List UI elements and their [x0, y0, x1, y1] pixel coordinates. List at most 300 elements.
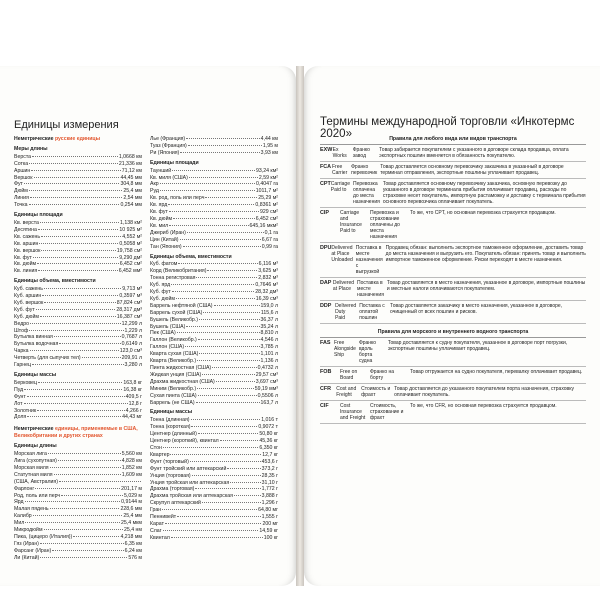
incoterm-name: Free Alongside Ship: [333, 340, 356, 358]
unit-name: Куб. фатом: [150, 261, 178, 268]
leader-dots: [163, 530, 259, 531]
unit-name: Вершок: [14, 174, 33, 181]
incoterm-ru-name: Франко завод: [352, 147, 370, 159]
unit-name: Линия: [14, 195, 29, 202]
unit-name: Галлон (США): [150, 344, 185, 351]
unit-value: 163,8 кг: [123, 379, 142, 386]
unit-value: 0,99 га: [261, 243, 278, 250]
unit-name: Гран: [150, 507, 162, 514]
leader-dots: [195, 488, 260, 489]
unit-value: 4,546 л: [260, 337, 278, 344]
heading-text: Меры длины: [14, 145, 48, 152]
unit-name: Куб. дюйм: [150, 295, 175, 302]
incoterm-row-cpt: [320, 179, 586, 208]
heading-text: Единицы длины: [14, 443, 57, 450]
subsection-heading: [150, 254, 278, 261]
unit-value: 1,136 л: [260, 358, 278, 365]
unit-value: 4,828 км: [121, 457, 142, 464]
units-column-2: [150, 136, 278, 542]
unit-name: Кварта сухая (США): [150, 351, 199, 358]
unit-row: [14, 527, 142, 534]
section-heading: [14, 136, 142, 143]
unit-row: [14, 261, 142, 268]
leader-dots: [172, 170, 255, 171]
unit-row: [14, 227, 142, 234]
unit-row: [150, 310, 278, 317]
incoterm-name: Cost and Freight: [336, 386, 357, 398]
heading-text: Неметрические: [14, 136, 55, 142]
unit-value: 9,713 м³: [122, 286, 142, 293]
unit-name: Кв. верста: [14, 219, 39, 226]
unit-name: Унция (торговая): [150, 472, 191, 479]
leader-dots: [30, 323, 121, 324]
leader-dots: [52, 550, 123, 551]
unit-name: Унция тройская или аптекарская: [150, 479, 230, 486]
unit-name: Кв. фут: [14, 254, 32, 261]
unit-name: Фарлонг: [14, 485, 35, 492]
leader-dots: [42, 295, 118, 296]
unit-value: 29,57 см³: [255, 371, 278, 378]
leader-dots: [36, 309, 116, 310]
unit-name: Пинта жидкостная (США): [150, 365, 212, 371]
unit-name: Стон: [150, 444, 162, 451]
unit-row: [14, 499, 142, 506]
unit-value: 1,0668 км: [118, 153, 142, 160]
subsection-heading: [14, 278, 142, 285]
book-spread: [0, 66, 600, 590]
incoterm-code: DAP: [320, 280, 332, 286]
leader-dots: [44, 302, 115, 303]
unit-row: [14, 341, 142, 348]
incoterm-code: CIF: [320, 403, 329, 409]
leader-dots: [212, 367, 257, 368]
incoterm-name: Carriage Paid to: [330, 181, 350, 193]
unit-value: 19,758 см²: [116, 247, 142, 254]
unit-value: 1,555 г: [261, 514, 278, 521]
unit-value: 6,24 км: [124, 547, 142, 554]
unit-row: [150, 358, 278, 365]
incoterm-row-fas: [320, 338, 586, 367]
unit-name: Чарка: [14, 348, 29, 355]
leader-dots: [180, 239, 261, 240]
leader-dots: [38, 229, 119, 230]
incoterm-row-ddp: [320, 301, 586, 324]
heading-text: Единицы массы: [14, 372, 57, 378]
book-gutter: [296, 66, 304, 586]
unit-name: Род, поль или перч: [14, 492, 61, 499]
unit-value: 25,29 м²: [258, 195, 278, 202]
unit-name: Скрупул аптекарский: [150, 500, 201, 507]
leader-dots: [199, 319, 260, 320]
leader-dots: [165, 523, 261, 524]
unit-row: [150, 337, 278, 344]
unit-value: 10 925 м²: [119, 226, 142, 233]
unit-value: 1,772 г: [261, 486, 278, 493]
unit-name: Куб. дюйм: [14, 313, 39, 320]
leader-dots: [50, 508, 120, 509]
incoterm-row-dap: [320, 278, 586, 301]
unit-value: 25,4 мкм: [121, 520, 142, 527]
unit-value: 28,317 дм³: [116, 306, 142, 313]
leader-dots: [216, 381, 255, 382]
leader-dots: [196, 402, 260, 403]
leader-dots: [40, 557, 127, 558]
heading-text: Единицы площади: [150, 159, 199, 166]
unit-row: [14, 493, 142, 500]
unit-row: [14, 234, 142, 241]
leader-dots: [190, 461, 261, 462]
incoterm-name: Delivered at Place Unloaded: [331, 245, 353, 263]
leader-dots: [196, 277, 257, 278]
unit-name: Куб. фут: [14, 306, 35, 313]
unit-name: Фарсанг (Иран): [14, 547, 52, 554]
unit-value: 453,6 г: [261, 458, 278, 465]
unit-name: Драхма жидкостная (США): [150, 378, 215, 385]
unit-value: 50,80 кг: [259, 431, 278, 438]
unit-name: Тан (Япония): [150, 243, 182, 250]
unit-value: 1011,7 м²: [255, 188, 278, 195]
unit-name: Бушель (Великобр.): [150, 316, 198, 323]
unit-name: Кв. род, поль или перч: [150, 195, 205, 202]
unit-name: Пуд: [14, 386, 24, 393]
unit-row: [150, 317, 278, 324]
incoterm-description: То же, что CFR, но основная перевозка страхуется продавцом.: [410, 403, 557, 409]
unit-value: 3,785 л: [260, 344, 278, 351]
leader-dots: [197, 388, 254, 389]
unit-row: [14, 408, 142, 415]
leader-dots: [40, 316, 116, 317]
left-page: [0, 66, 296, 586]
unit-name: Золотник: [14, 407, 37, 414]
unit-name: Ли (Китай): [14, 554, 40, 561]
unit-row: [150, 459, 278, 466]
unit-row: [14, 472, 142, 479]
unit-name: Баррель сухой (США): [150, 309, 203, 316]
leader-dots: [24, 389, 122, 390]
unit-name: Морская миля: [14, 464, 49, 471]
leader-dots: [160, 190, 255, 191]
incoterm-description: Продавец обязан: выполнить экспортное таможенное оформление, доставить товар до места назначения и выгрузить его. Покупатель обязан: принять товар и выполнить импортное таможенное оформление. Риски переходят в месте назначения.: [385, 245, 586, 263]
unit-value: 373,2 г: [261, 465, 278, 472]
incoterm-code: EXW: [320, 147, 333, 153]
unit-name: Цин (Китай): [150, 236, 179, 243]
unit-value: 6,452 см²: [119, 261, 142, 268]
unit-value: 4,552 м²: [122, 233, 142, 240]
leader-dots: [40, 222, 119, 223]
incoterm-row-exw: [320, 145, 586, 162]
unit-row: [14, 414, 142, 421]
unit-row: [150, 289, 278, 296]
unit-row: [150, 136, 278, 143]
unit-name: Бутылка водочная: [14, 341, 59, 348]
unit-row: [14, 154, 142, 161]
unit-row: [150, 500, 278, 507]
unit-value: 3,888 г: [261, 493, 278, 500]
leader-dots: [214, 305, 260, 306]
unit-value: 0,8361 м²: [255, 202, 278, 209]
unit-row: [150, 275, 278, 282]
leader-dots: [27, 396, 125, 397]
unit-value: 6,116 м³: [258, 261, 278, 268]
leader-dots: [24, 403, 128, 404]
unit-value: 123,0 см³: [119, 348, 142, 355]
unit-value: 44,45 мм: [120, 174, 142, 181]
unit-row: [150, 521, 278, 528]
unit-value: 25,4 мм: [123, 188, 142, 195]
incoterm-description: Товар доставляется в место назначения, указанное в договоре, импортные пошлины и местные налоги оплачиваются покупателем.: [386, 280, 586, 292]
leader-dots: [178, 263, 257, 264]
leader-dots: [227, 468, 260, 469]
unit-name: Тонна (длинная): [150, 417, 190, 424]
incoterm-row-cif: [320, 401, 586, 424]
unit-value: 1,296 г: [261, 500, 278, 507]
incoterm-ru-name: Поставка с оплатой пошлин: [359, 303, 385, 321]
unit-name: Лот: [14, 400, 23, 407]
unit-name: Сухая пинта (США): [150, 392, 197, 399]
unit-row: [14, 314, 142, 321]
leader-dots: [40, 543, 124, 544]
leader-dots: [82, 357, 121, 358]
unit-row: [14, 268, 142, 275]
unit-value: 6,350 кг: [259, 444, 278, 451]
incoterm-code: CFR: [320, 386, 332, 392]
unit-value: 0,3597 м³: [119, 293, 142, 300]
leader-dots: [168, 204, 254, 205]
unit-row: [150, 528, 278, 535]
incoterm-ru-name: Перевозка и страхование оплачены до места назначения: [370, 210, 400, 240]
heading-text: Неметрические: [14, 426, 55, 433]
unit-row: [150, 303, 278, 310]
unit-row: [14, 307, 142, 314]
leader-dots: [50, 467, 121, 468]
unit-value: 45,36 кг: [259, 438, 278, 445]
unit-name: Ярд: [14, 499, 24, 506]
unit-name: Точка: [14, 202, 28, 209]
heading-text: русские единицы: [54, 136, 100, 142]
leader-dots: [207, 270, 257, 271]
unit-row: [150, 344, 278, 351]
unit-row: [14, 321, 142, 328]
unit-name: Статутная миля: [14, 471, 53, 478]
leader-dots: [39, 243, 118, 244]
unit-value: 35,24 л: [260, 323, 278, 330]
incoterm-description: Товар доставляется основному перевозчику заказчика, основную перевозку до указанного в договоре терминала прибытия оплачивает продавец, расходы по страховке несет покупатель, импортную растаможку и доставку с терминала прибытия основного перевозчика оплачивает покупатель.: [382, 181, 586, 205]
unit-name: Карат: [150, 520, 164, 527]
unit-name: Пек (США): [150, 330, 176, 337]
unit-name: Квинтал: [150, 534, 170, 541]
leader-dots: [162, 509, 257, 510]
unit-value: 1,852 км: [121, 464, 142, 471]
unit-row: [14, 328, 142, 335]
unit-value: 1,101 л: [260, 351, 278, 358]
unit-value: 4,218 мм: [120, 533, 142, 540]
unit-name: Руд: [150, 188, 159, 195]
unit-row: [14, 300, 142, 307]
unit-row: [150, 480, 278, 487]
leader-dots: [163, 447, 259, 448]
unit-row: [150, 244, 278, 251]
unit-row: [150, 473, 278, 480]
incoterm-row-fob: [320, 367, 586, 384]
unit-row: [14, 202, 142, 209]
unit-row: [14, 479, 142, 486]
leader-dots: [41, 236, 121, 237]
unit-value: 16,39 см³: [255, 295, 278, 302]
unit-row: [150, 181, 278, 188]
subsection-heading: [150, 160, 278, 167]
unit-name: Тонна (короткая): [150, 424, 191, 431]
leader-dots: [33, 257, 118, 258]
unit-value: 28,35 г: [261, 472, 278, 479]
heading-text: Единицы площади: [14, 212, 63, 219]
unit-row: [150, 466, 278, 473]
unit-value: 8,810 л: [260, 330, 278, 337]
leader-dots: [44, 529, 123, 530]
unit-row: [14, 387, 142, 394]
leader-dots: [197, 360, 259, 361]
unit-value: 304,8 мм: [120, 181, 142, 188]
unit-name: Тонна регистровая: [150, 275, 196, 282]
incoterm-code: DPU: [320, 245, 332, 251]
unit-value: 3,625 м³: [258, 268, 278, 275]
unit-name: Десятина: [14, 226, 37, 233]
unit-value: 163,7 л: [260, 399, 278, 406]
unit-name: Куб. вершок: [14, 299, 44, 306]
incoterm-code: FCA: [320, 164, 332, 170]
unit-row: [14, 161, 142, 168]
unit-value: 64,80 мг: [258, 507, 278, 514]
incoterms-table: [320, 134, 586, 424]
unit-name: Морская лига: [14, 451, 47, 458]
unit-row: [14, 451, 142, 458]
unit-name: Бутылка винная: [14, 334, 53, 341]
unit-value: 16,38 кг: [123, 386, 142, 393]
unit-value: 0,9144 м: [121, 499, 142, 506]
unit-row: [150, 150, 278, 157]
unit-name: Баррель нефтяной (США): [150, 302, 213, 309]
unit-name: Жидкая унция (США): [150, 371, 202, 378]
leader-dots: [220, 440, 259, 441]
unit-name: Ри (Япония): [150, 149, 180, 156]
incoterm-ru-name: Франко перевозчик: [351, 164, 378, 176]
incoterm-description: Товар забирается покупателем с указанного в договоре склада продавца, оплата экспортных пошлин вменяется в обязанность покупателю.: [379, 147, 569, 159]
subsection-heading: [14, 372, 142, 379]
unit-value: 0,1 га: [264, 229, 278, 236]
unit-name: Куб. аршин: [14, 293, 42, 300]
unit-row: [150, 261, 278, 268]
unit-row: [150, 168, 278, 175]
unit-name: Корд (Великобритания): [150, 268, 207, 275]
section-header-sea-transport: Правила для морского и внутреннего водного транспорта: [320, 327, 586, 338]
leader-dots: [33, 515, 123, 516]
heading-text: Единицы объема, вместимости: [14, 278, 96, 285]
unit-row: [150, 445, 278, 452]
unit-row: [14, 286, 142, 293]
unit-value: 228,6 мм: [120, 506, 142, 513]
unit-value: 1,95 м: [262, 142, 278, 149]
unit-value: 6,35 км: [124, 540, 142, 547]
incoterm-name: Cost Insurance and Freight: [340, 403, 366, 421]
leader-dots: [186, 138, 259, 139]
leader-dots: [30, 197, 122, 198]
leader-dots: [185, 346, 259, 347]
incoterm-code: CIP: [320, 210, 329, 216]
unit-name: Куб. ярд: [150, 282, 171, 289]
unit-name: Кв. миля (США): [150, 174, 188, 181]
unit-row: [14, 293, 142, 300]
leader-dots: [183, 246, 261, 247]
unit-value: 3,280 л: [124, 362, 142, 369]
unit-value: 6,452 см²: [255, 215, 278, 222]
unit-row: [14, 541, 142, 548]
unit-value: 12,8 г: [128, 400, 142, 407]
unit-value: 0,254 мм: [120, 202, 142, 209]
unit-name: Куб. сажень: [14, 286, 43, 293]
leader-dots: [169, 211, 259, 212]
unit-row: [14, 486, 142, 493]
unit-row: [14, 555, 142, 562]
unit-row: [150, 223, 278, 230]
unit-name: Кв. мил: [150, 222, 169, 229]
leader-dots: [44, 288, 121, 289]
leader-dots: [172, 291, 255, 292]
leader-dots: [234, 495, 261, 496]
unit-row: [14, 175, 142, 182]
unit-name: Слаг: [150, 527, 162, 534]
incoterm-row-dpu: [320, 243, 586, 278]
leader-dots: [29, 330, 123, 331]
leader-dots: [191, 419, 261, 420]
unit-name: Кв. ярд: [150, 202, 168, 209]
unit-name: Лье (Франция): [150, 136, 186, 142]
unit-value: 31,10 г: [261, 479, 278, 486]
unit-row: [14, 380, 142, 387]
leader-dots: [188, 145, 262, 146]
page-title-incoterms: Термины международной торговли «Инкотермс 2020»: [320, 116, 575, 140]
leader-dots: [29, 190, 122, 191]
unit-value: 2,54 мм: [123, 195, 142, 202]
unit-value: 16,387 см³: [116, 313, 142, 320]
incoterm-ru-name: Поставка в месте назначения с выгрузкой: [355, 245, 383, 275]
unit-row: [150, 351, 278, 358]
unit-name: Четверть (для сыпучих тел): [14, 355, 81, 362]
unit-value: 4,266 г: [125, 407, 142, 414]
leader-dots: [173, 218, 255, 219]
unit-row: [14, 401, 142, 408]
unit-row: [14, 181, 142, 188]
unit-row: [150, 514, 278, 521]
unit-name: Верста: [14, 153, 32, 160]
unit-row: [150, 330, 278, 337]
unit-row: [150, 143, 278, 150]
leader-dots: [61, 495, 123, 496]
unit-row: [14, 188, 142, 195]
unit-row: [150, 209, 278, 216]
heading-text: Единицы объема, вместимости: [150, 253, 232, 260]
unit-row: [14, 168, 142, 175]
section-heading: [14, 426, 142, 440]
leader-dots: [186, 326, 259, 327]
leader-dots: [73, 536, 119, 537]
unit-value: 12,299 л: [121, 320, 142, 327]
unit-name: Миним (Великобр.): [150, 385, 197, 392]
unit-name: Сотка: [14, 160, 29, 167]
incoterm-description: Товар доставляется к судну покупателя, указанное в договоре порт погрузки, экспортные пошлины уплачивает продавец.: [387, 340, 568, 352]
unit-name: (США, Австралия): [14, 478, 58, 485]
incoterm-ru-name: Стоимость, страхование и фрахт: [370, 403, 404, 421]
leader-dots: [34, 177, 120, 178]
unit-value: 14,59 кг: [259, 527, 278, 534]
